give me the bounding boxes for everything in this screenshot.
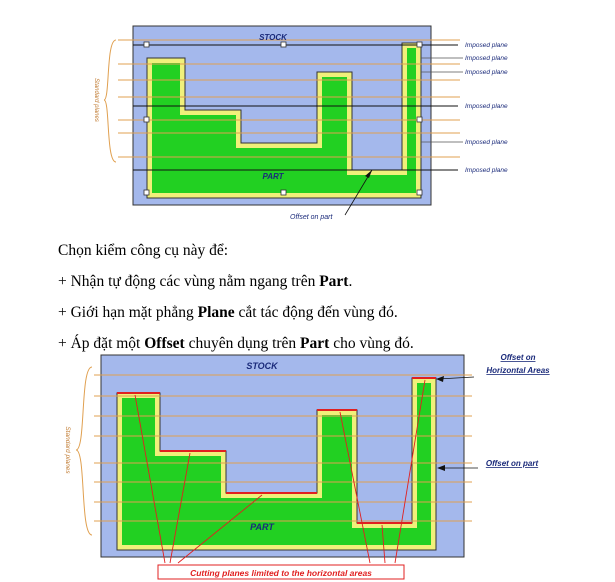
offset-horizontal-label-line2: Horizontal Areas (486, 366, 550, 375)
offset-on-part-label-2: Offset on part (485, 459, 539, 468)
bullet-line-3: + Áp đặt một Offset chuyên dụng trên Part cho vùng đó. (58, 335, 414, 352)
standard-planes-label: Standard planes (93, 78, 99, 122)
description-text (58, 235, 598, 359)
part-label: PART (262, 172, 284, 181)
imposed-plane-label-3: Imposed plane (465, 69, 508, 76)
standard-planes-label-2: Standard planes (64, 426, 71, 474)
imposed-plane-label-1: Imposed plane (465, 42, 508, 49)
offset-on-part-label: Offset on part (290, 214, 333, 221)
offset-horizontal-label-line1: Offset on (500, 353, 536, 362)
stock-label-2: STOCK (246, 361, 278, 371)
intro-line: Chọn kiểm công cụ này để: (58, 242, 229, 259)
cutting-planes-label: Cutting planes limited to the horizontal areas (190, 568, 372, 578)
imposed-plane-label-6: Imposed plane (465, 167, 508, 174)
imposed-plane-label-2: Imposed plane (465, 55, 508, 62)
imposed-plane-label-4: Imposed plane (465, 103, 508, 110)
bullet-line-2: + Giới hạn mặt phẳng Plane cắt tác động đến vùng đó. (58, 304, 398, 321)
standard-planes-brace-2 (76, 367, 92, 535)
figure-2-horizontal-areas (0, 345, 615, 582)
part-label-2: PART (250, 522, 274, 532)
bullet-line-1: + Nhận tự động các vùng nằm ngang trên Part. (58, 273, 353, 290)
figure-1-imposed-planes (0, 0, 615, 230)
stock-label: STOCK (259, 33, 287, 42)
standard-planes-brace (104, 40, 116, 162)
imposed-plane-label-5: Imposed plane (465, 139, 508, 146)
